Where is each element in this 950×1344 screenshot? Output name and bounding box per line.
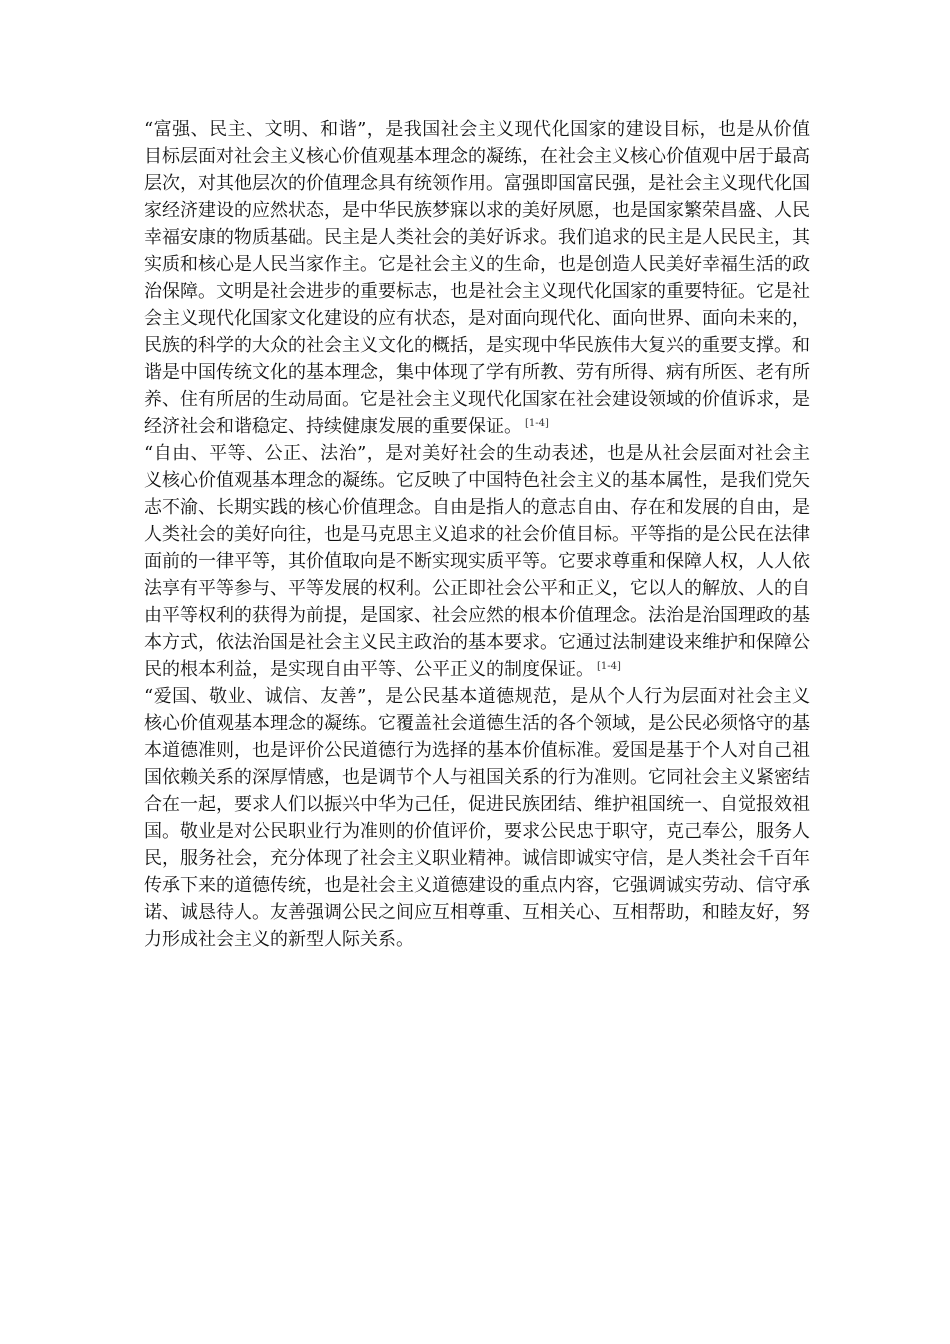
paragraph-social-values [144, 440, 810, 683]
citation-marker: [1-4] [597, 661, 621, 672]
citation-marker: [1-4] [525, 418, 549, 429]
paragraph-text: “富强、民主、文明、和谐”，是我国社会主义现代化国家的建设目标，也是从价值目标层面对社会主义核心价值观基本理念的凝练，在社会主义核心价值观中居于最高层次，对其他层次的价值理念具有统领作用。富强即国富民强，是社会主义现代化国家经济建设的应然状态，是中华民族梦寐以求的美好夙愿，也是国家繁荣昌盛、人民幸福安康的物质基础。民主是人类社会的美好诉求。我们追求的民主是人民民主，其实质和核心是人民当家作主。它是社会主义的生命，也是创造人民美好幸福生活的政治保障。文明是社会进步的重要标志，也是社会主义现代化国家的重要特征。它是社会主义现代化国家文化建设的应有状态，是对面向现代化、面向世界、面向未来的，民族的科学的大众的社会主义文化的概括，是实现中华民族伟大复兴的重要支撑。和谐是中国传统文化的基本理念，集中体现了学有所教、劳有所得、病有所医、老有所养、住有所居的生动局面。它是社会主义现代化国家在社会建设领域的价值诉求，是经济社会和谐稳定、持续健康发展的重要保证。 [144, 119, 810, 437]
paragraph-text: “爱国、敬业、诚信、友善”，是公民基本道德规范，是从个人行为层面对社会主义核心价值观基本理念的凝练。它覆盖社会道德生活的各个领域，是公民必须恪守的基本道德准则，也是评价公民道德行为选择的基本价值标准。爱国是基于个人对自己祖国依赖关系的深厚情感，也是调节个人与祖国关系的行为准则。它同社会主义紧密结合在一起，要求人们以振兴中华为己任，促进民族团结、维护祖国统一、自觉报效祖国。敬业是对公民职业行为准则的价值评价，要求公民忠于职守，克己奉公，服务人民，服务社会，充分体现了社会主义职业精神。诚信即诚实守信，是人类社会千百年传承下来的道德传统，也是社会主义道德建设的重点内容，它强调诚实劳动、信守承诺、诚恳待人。友善强调公民之间应互相尊重、互相关心、互相帮助，和睦友好，努力形成社会主义的新型人际关系。 [144, 686, 810, 950]
document-body [144, 116, 810, 953]
paragraph-personal-values [144, 683, 810, 953]
paragraph-text: “自由、平等、公正、法治”，是对美好社会的生动表述，也是从社会层面对社会主义核心价值观基本理念的凝练。它反映了中国特色社会主义的基本属性，是我们党矢志不渝、长期实践的核心价值理念。自由是指人的意志自由、存在和发展的自由，是人类社会的美好向往，也是马克思主义追求的社会价值目标。平等指的是公民在法律面前的一律平等，其价值取向是不断实现实质平等。它要求尊重和保障人权，人人依法享有平等参与、平等发展的权利。公正即社会公平和正义，它以人的解放、人的自由平等权利的获得为前提，是国家、社会应然的根本价值理念。法治是治国理政的基本方式，依法治国是社会主义民主政治的基本要求。它通过法制建设来维护和保障公民的根本利益，是实现自由平等、公平正义的制度保证。 [144, 443, 810, 680]
paragraph-national-values [144, 116, 810, 440]
